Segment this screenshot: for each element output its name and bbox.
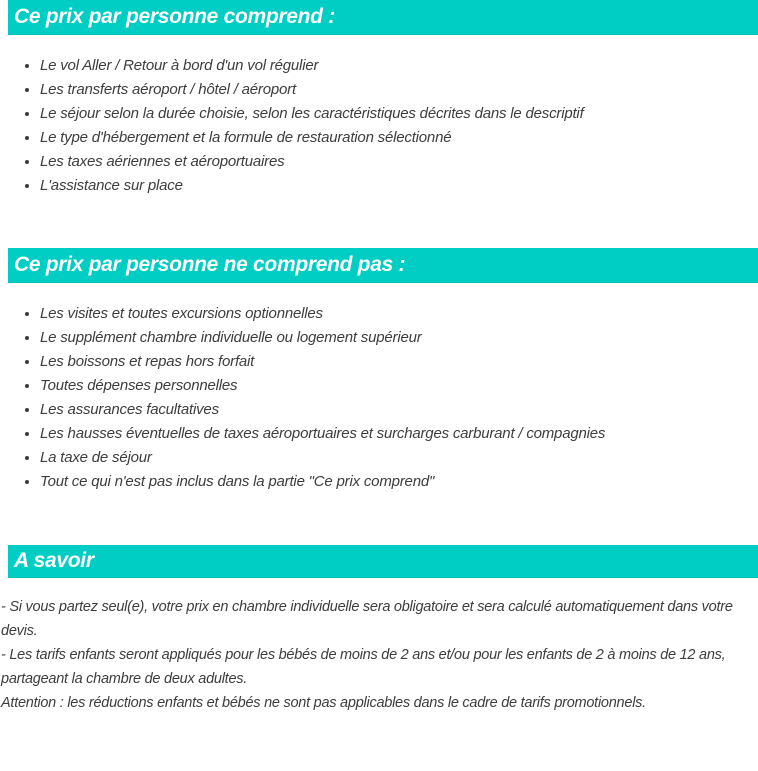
section-title-price-excludes: Ce prix par personne ne comprend pas : bbox=[8, 248, 758, 283]
list-item: • Les boissons et repas hors forfait bbox=[40, 350, 748, 374]
note-paragraph: - Les tarifs enfants seront appliqués pour les bébés de moins de 2 ans et/ou pour les enfants de 2 à moins de 12 ans, partageant la chambre de deux adultes. bbox=[1, 647, 726, 687]
list-item: • Toutes dépenses personnelles bbox=[40, 374, 748, 398]
list-item: • Les hausses éventuelles de taxes aéroportuaires et surcharges carburant / compagnies bbox=[40, 422, 748, 446]
section-title-good-to-know: A savoir bbox=[8, 545, 758, 578]
note-paragraph: Attention : les réductions enfants et bébés ne sont pas applicables dans le cadre de tarifs promotionnels. bbox=[1, 695, 646, 711]
list-item: • Le séjour selon la durée choisie, selon les caractéristiques décrites dans le descriptif bbox=[40, 102, 748, 126]
list-item: • La taxe de séjour bbox=[40, 446, 748, 470]
section-title-price-includes: Ce prix par personne comprend : bbox=[8, 0, 758, 35]
list-item: • Les taxes aériennes et aéroportuaires bbox=[40, 150, 748, 174]
list-item: • Le vol Aller / Retour à bord d'un vol régulier bbox=[40, 54, 748, 78]
price-includes-list bbox=[0, 54, 758, 198]
price-excludes-list bbox=[0, 302, 758, 494]
section-price-excludes bbox=[0, 248, 758, 494]
list-item: • Le type d'hébergement et la formule de restauration sélectionné bbox=[40, 126, 748, 150]
list-item: • Tout ce qui n'est pas inclus dans la partie "Ce prix comprend" bbox=[40, 470, 748, 494]
good-to-know-paragraphs bbox=[0, 595, 758, 715]
list-item: • Les visites et toutes excursions optionnelles bbox=[40, 302, 748, 326]
section-good-to-know bbox=[0, 545, 758, 715]
section-price-includes bbox=[0, 0, 758, 198]
list-item: • Les assurances facultatives bbox=[40, 398, 748, 422]
list-item: • L'assistance sur place bbox=[40, 174, 748, 198]
list-item: • Les transferts aéroport / hôtel / aéroport bbox=[40, 78, 748, 102]
note-paragraph: - Si vous partez seul(e), votre prix en chambre individuelle sera obligatoire et sera calculé automatiquement dans votre devis. bbox=[1, 599, 733, 639]
list-item: • Le supplément chambre individuelle ou logement supérieur bbox=[40, 326, 748, 350]
